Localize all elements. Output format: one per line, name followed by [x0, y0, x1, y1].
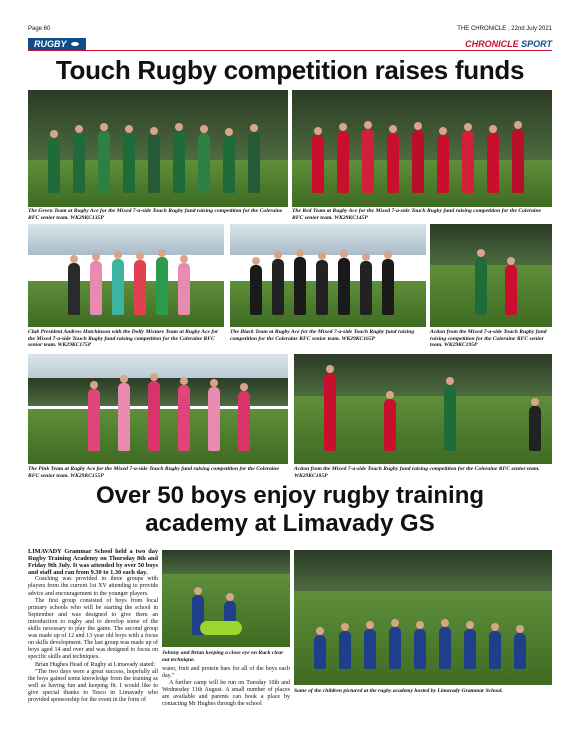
headline-limavady [28, 482, 552, 538]
photo-red-team [292, 90, 552, 207]
photo-dolly-mixture-team [28, 224, 224, 327]
section-bar [28, 38, 552, 51]
caption-black-team: The Black Team at Rugby Ace for the Mixed 7-a-side Touch Rugby fund raising competition for the Coleraine RFC senior team. WK29KC165P [230, 329, 415, 342]
publication-date: THE CHRONICLE , 22nd July 2021 [457, 26, 552, 32]
caption-action-1: Action from the Mixed 7-a-side Touch Rugby fund raising competition for the Coleraine RFC senior team. WK29KC195P [430, 329, 547, 349]
photo-black-team [230, 224, 426, 327]
photo-ruck-training [162, 550, 290, 647]
brand-right: SPORT [521, 39, 552, 49]
headline-touch-rugby: Touch Rugby competition raises funds [55, 55, 525, 85]
article-lead: LIMAVADY Grammar School held a two day Rugby Training Academy on Thursday 8th and Friday 9th July. It was attended by over 50 boys and staff and ran from 9.30 to 1.30 each day. [28, 548, 158, 577]
caption-academy-group: Some of the children pictured at the rugby academy hosted by Limavady Grammar School. [294, 688, 503, 694]
article-paragraph: water, fruit and protein bars for all of the boys each day." [162, 666, 290, 680]
article-paragraph: "The two days were a great success, hopefully all the boys gained some knowledge from the training as well as having fun and keeping fit. I would like to give special thanks to Tesco in Limavady who provided sponsorship for the event in the form of [28, 668, 158, 703]
page-header [28, 26, 552, 36]
photo-action-1 [430, 224, 552, 327]
photo-action-2 [294, 354, 552, 464]
caption-action-2: Action from the Mixed 7-a-side Touch Rugby fund raising competition for the Coleraine RFC senior team. WK29KC185P [294, 466, 540, 479]
headline-line-2: academy at Limavady GS [145, 510, 435, 537]
caption-red-team: The Red Team at Rugby Ace for the Mixed 7-a-side Touch Rugby fund raising competition for the Coleraine RFC senior team. WK29KC145P [292, 208, 542, 221]
page-number: Page 60 [28, 26, 51, 32]
article-column-2 [162, 666, 290, 709]
section-tag [28, 38, 86, 50]
photo-pink-team [28, 354, 288, 464]
tackle-bag [200, 621, 242, 635]
headline-line-1: Over 50 boys enjoy rugby training [95, 482, 485, 509]
article-paragraph: The first group consisted of boys from local primary schools who will be starting the school in September and was designed to give them an introduction to rugby and to develop some of the skills necessary to play the game. The second group was made up of 12 and 13 year old boys with a focus on skills development. The last group was made up of boys aged 14 and over and was designed to focus on specific skills and techniques. [28, 597, 158, 661]
article-paragraph: Brian Hughes Head of Rugby at Limavady stated: [35, 661, 156, 668]
brand-logo [465, 39, 552, 49]
caption-green-team: The Green Team at Rugby Ace for the Mixed 7-a-side Touch Rugby fund raising competition for the Coleraine RFC senior team. WK29KC135P [28, 208, 283, 221]
brand-left: CHRONICLE [465, 39, 519, 49]
photo-academy-group [294, 550, 552, 685]
rugby-ball-icon [70, 41, 80, 47]
photo-green-team [28, 90, 288, 207]
article-paragraph: A further camp will be run on Tuesday 10th and Wednesday 11th August. A small number of places are available and parents can book a place by contacting Mr Hughes through the school [162, 680, 290, 708]
caption-ruck-training: Johnny and Brian keeping a close eye on Ruck clear out technique. [162, 650, 284, 663]
caption-pink-team: The Pink Team at Rugby Ace for the Mixed 7-a-side Touch Rugby fund raising competition for the Coleraine RFC senior team. WK29KC155P [28, 466, 279, 479]
section-label: RUGBY [34, 39, 67, 49]
caption-dolly-mixture: Club President Andrew Hutchinson with the Dolly Mixture Team at Rugby Ace for the Mixed 7-a-side Touch Rugby fund raising competition for the Coleraine RFC senior team. WK29KC175P [28, 329, 219, 349]
article-paragraph: Coaching was provided in three groups with players from the current 1st XV attending to provide advice and encouragement to the younger players. [28, 576, 158, 597]
article-column-1 [28, 548, 158, 704]
